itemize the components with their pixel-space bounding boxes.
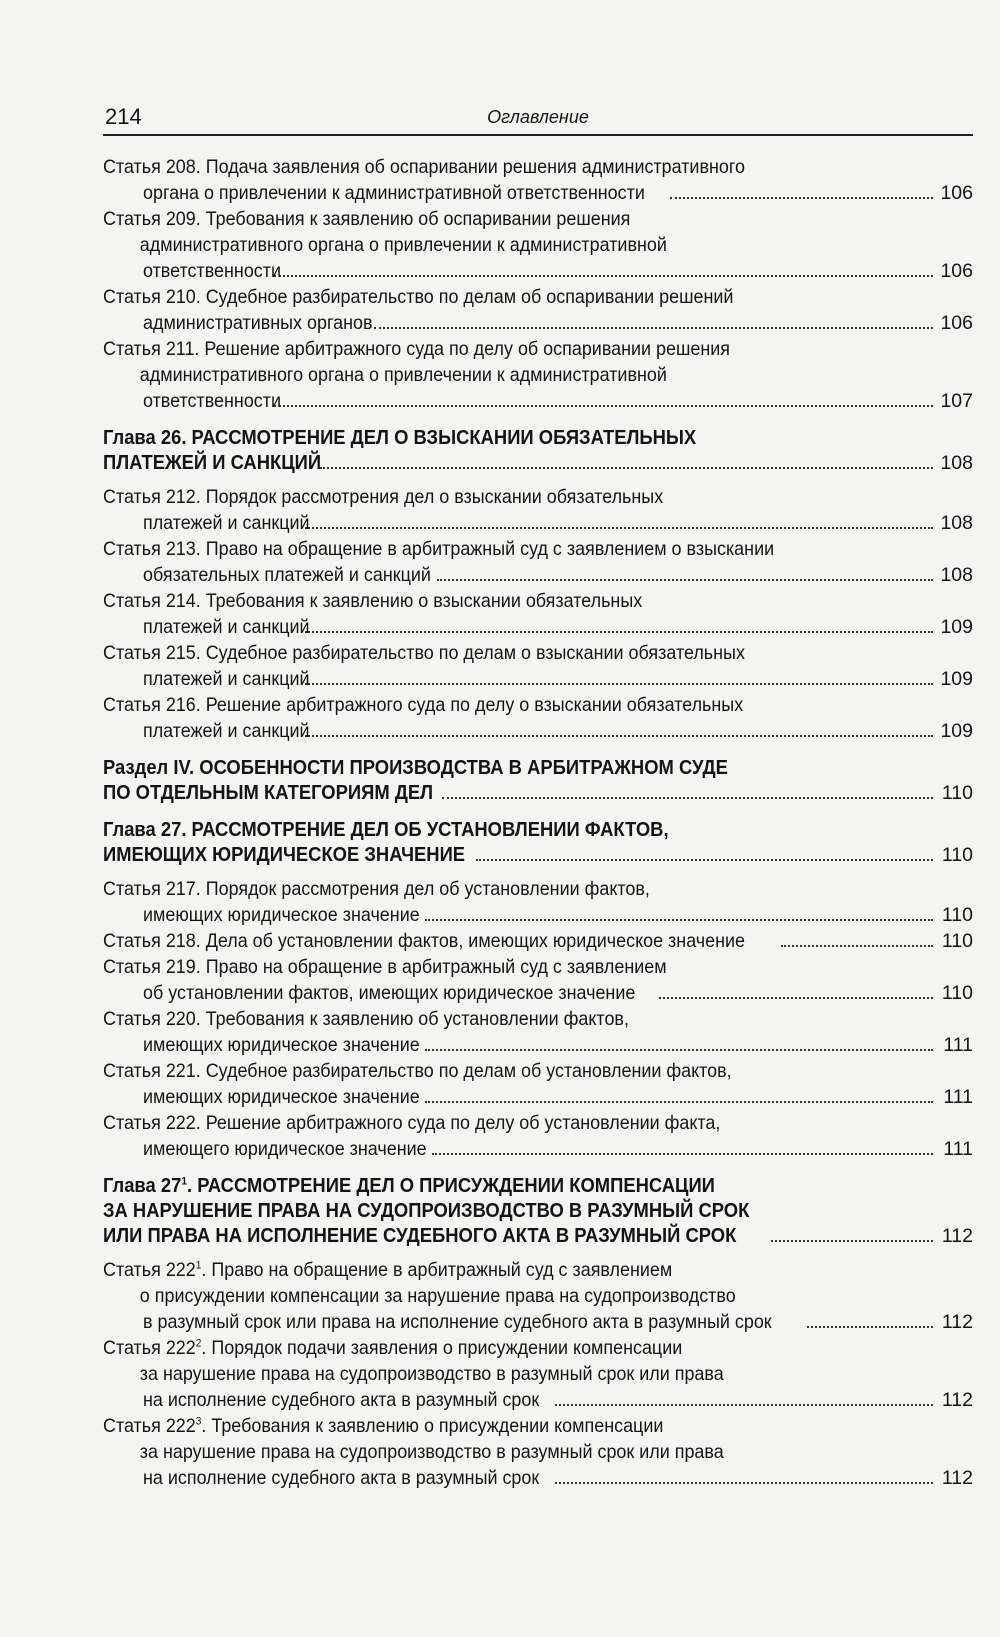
toc-page-number: 112 bbox=[941, 1311, 973, 1333]
toc-entry-text: на исполнение судебного акта в разумный срок bbox=[143, 1467, 540, 1489]
leader-dots bbox=[305, 683, 933, 685]
toc-article-entry bbox=[103, 336, 973, 414]
toc-entry-text: Статья 211. Решение арбитражного суда по делу об оспаривании решения bbox=[103, 338, 731, 360]
toc-article-entry bbox=[103, 1006, 973, 1058]
leader-dots bbox=[781, 945, 933, 947]
toc-chapter-entry bbox=[103, 426, 973, 476]
toc-page-number: 107 bbox=[940, 390, 973, 412]
toc-entry-text: Статья 215. Судебное разбирательство по делам о взыскании обязательных bbox=[103, 642, 745, 664]
toc-entry-text: Статья 214. Требования к заявлению о взыскании обязательных bbox=[103, 590, 643, 612]
toc-entry-line bbox=[103, 756, 903, 781]
toc-entry-line bbox=[103, 1309, 973, 1335]
toc-entry-text: ответственности bbox=[143, 390, 282, 412]
toc-article-entry bbox=[103, 928, 973, 954]
toc-entry-line bbox=[103, 154, 903, 180]
toc-entry-text: Статья 222. Решение арбитражного суда по делу об установлении факта, bbox=[103, 1112, 721, 1134]
superscript: 2 bbox=[195, 1337, 202, 1350]
toc-article-entry bbox=[103, 876, 973, 928]
leader-dots bbox=[670, 197, 933, 199]
toc-entry-text: Статья 208. Подача заявления об оспаривании решения административного bbox=[103, 156, 745, 178]
toc-entry-text: платежей и санкций bbox=[143, 668, 310, 690]
toc-page-number: 110 bbox=[941, 844, 973, 866]
toc-entry-line bbox=[103, 588, 903, 614]
leader-dots bbox=[425, 919, 933, 921]
toc-entry-line bbox=[103, 232, 903, 258]
toc-entry-text: платежей и санкций bbox=[143, 616, 310, 638]
toc-article-entry bbox=[103, 588, 973, 640]
leader-dots bbox=[442, 797, 933, 799]
toc-page-number: 108 bbox=[940, 452, 973, 474]
toc-article-entry bbox=[103, 206, 973, 284]
toc-entry-text: ИЛИ ПРАВА НА ИСПОЛНЕНИЕ СУДЕБНОГО АКТА В РАЗУМНЫЙ СРОК bbox=[103, 1225, 737, 1247]
toc-chapter-entry bbox=[103, 1174, 973, 1249]
toc-entry-line bbox=[103, 954, 903, 980]
toc-entry-line bbox=[103, 1413, 903, 1439]
toc-entry-text: ПО ОТДЕЛЬНЫМ КАТЕГОРИЯМ ДЕЛ bbox=[103, 782, 434, 804]
toc-entry-text: Статья 221. Судебное разбирательство по делам об установлении фактов, bbox=[103, 1060, 732, 1082]
toc-entry-line bbox=[103, 1439, 903, 1465]
toc-entry-line bbox=[103, 781, 973, 806]
toc-entry-line bbox=[103, 510, 973, 536]
toc-entry-text: в разумный срок или права на исполнение судебного акта в разумный срок bbox=[143, 1311, 772, 1333]
toc-page-number: 110 bbox=[941, 982, 973, 1004]
toc-entry-line bbox=[103, 451, 973, 476]
toc-entry-line bbox=[103, 1110, 903, 1136]
leader-dots bbox=[320, 467, 933, 469]
toc-page-number: 106 bbox=[940, 260, 973, 282]
superscript: 1 bbox=[181, 1175, 187, 1188]
toc-page-number: 111 bbox=[943, 1138, 973, 1160]
leader-dots bbox=[305, 631, 933, 633]
toc-page-number: 108 bbox=[940, 512, 973, 534]
toc-entry-line bbox=[103, 902, 973, 928]
toc-page-number: 110 bbox=[941, 930, 973, 952]
toc-entry-line bbox=[103, 666, 973, 692]
leader-dots bbox=[432, 1153, 933, 1155]
toc-page-number: 111 bbox=[943, 1086, 973, 1108]
toc-page-number: 110 bbox=[941, 904, 973, 926]
toc-entry-line bbox=[103, 1283, 903, 1309]
toc-article-entry bbox=[103, 1257, 973, 1335]
toc-entry-text: за нарушение права на судопроизводство в разумный срок или права bbox=[139, 1441, 724, 1463]
leader-dots bbox=[425, 1101, 933, 1103]
toc-article-entry bbox=[103, 954, 973, 1006]
toc-entry-line bbox=[103, 484, 903, 510]
running-title: Оглавление bbox=[487, 107, 589, 127]
toc-entry-line bbox=[103, 928, 973, 954]
leader-dots bbox=[659, 997, 933, 999]
toc-entry-text: за нарушение права на судопроизводство в разумный срок или права bbox=[139, 1363, 724, 1385]
toc-article-entry bbox=[103, 1058, 973, 1110]
leader-dots bbox=[374, 327, 933, 329]
leader-dots bbox=[425, 1049, 933, 1051]
toc-article-entry bbox=[103, 484, 973, 536]
toc-entry-text: Статья 219. Право на обращение в арбитражный суд с заявлением bbox=[103, 956, 667, 978]
toc-entry-text: Статья 210. Судебное разбирательство по делам об оспаривании решений bbox=[103, 286, 734, 308]
leader-dots bbox=[555, 1404, 933, 1406]
toc-entry-text: ответственности bbox=[143, 260, 282, 282]
toc-entry-line bbox=[103, 692, 903, 718]
toc-entry-text: административного органа о привлечении к административной bbox=[139, 234, 667, 256]
toc-article-entry bbox=[103, 154, 973, 206]
leader-dots bbox=[771, 1240, 933, 1242]
toc-chapter-entry bbox=[103, 756, 973, 806]
toc-entry-line bbox=[103, 1006, 903, 1032]
toc-page-number: 109 bbox=[940, 668, 973, 690]
toc-entry-line bbox=[103, 818, 903, 843]
toc-article-entry bbox=[103, 1110, 973, 1162]
page-header bbox=[103, 100, 973, 136]
toc-article-entry bbox=[103, 536, 973, 588]
toc-article-entry bbox=[103, 640, 973, 692]
leader-dots bbox=[437, 579, 933, 581]
table-of-contents bbox=[103, 100, 973, 1491]
leader-dots bbox=[555, 1482, 933, 1484]
toc-entry-text: Статья $222^2$. Порядок подачи заявления о присуждении компенсации bbox=[103, 1337, 683, 1359]
toc-entry-line bbox=[103, 718, 973, 744]
leader-dots bbox=[807, 1326, 933, 1328]
toc-entry-text: Статья 213. Право на обращение в арбитражный суд с заявлением о взыскании bbox=[103, 538, 775, 560]
toc-entry-text: Глава 26. РАССМОТРЕНИЕ ДЕЛ О ВЗЫСКАНИИ ОБЯЗАТЕЛЬНЫХ bbox=[103, 427, 697, 449]
toc-entry-line bbox=[103, 284, 903, 310]
toc-entry-text: обязательных платежей и санкций bbox=[143, 564, 431, 586]
toc-entry-line bbox=[103, 640, 903, 666]
toc-page-number: 110 bbox=[941, 782, 973, 804]
toc-entry-line bbox=[103, 1136, 973, 1162]
toc-entry-text: Статья 218. Дела об установлении фактов, имеющих юридическое значение bbox=[103, 930, 746, 952]
toc-entry-text: Статья 212. Порядок рассмотрения дел о взыскании обязательных bbox=[103, 486, 664, 508]
superscript: 1 bbox=[195, 1259, 202, 1272]
toc-entry-text: Статья 209. Требования к заявлению об оспаривании решения bbox=[103, 208, 631, 230]
toc-entry-text: на исполнение судебного акта в разумный срок bbox=[143, 1389, 540, 1411]
toc-article-entry bbox=[103, 692, 973, 744]
toc-entry-text: ЗА НАРУШЕНИЕ ПРАВА НА СУДОПРОИЗВОДСТВО В РАЗУМНЫЙ СРОК bbox=[103, 1200, 750, 1222]
toc-entry-text: платежей и санкций bbox=[143, 720, 310, 742]
toc-entry-line bbox=[103, 388, 973, 414]
toc-entry-text: о присуждении компенсации за нарушение права на судопроизводство bbox=[139, 1285, 736, 1307]
toc-entry-text: Статья $222^3$. Требования к заявлению о присуждении компенсации bbox=[103, 1415, 664, 1437]
toc-page-number: 112 bbox=[941, 1467, 973, 1489]
toc-entry-line bbox=[103, 876, 903, 902]
toc-entry-text: имеющего юридическое значение bbox=[143, 1138, 427, 1160]
toc-page-number: 109 bbox=[940, 616, 973, 638]
toc-entry-text: ИМЕЮЩИХ ЮРИДИЧЕСКОЕ ЗНАЧЕНИЕ bbox=[103, 844, 466, 866]
toc-entry-text: органа о привлечении к административной ответственности bbox=[143, 182, 645, 204]
toc-entry-line bbox=[103, 1361, 903, 1387]
toc-entry-line bbox=[103, 1174, 903, 1199]
toc-entry-line bbox=[103, 980, 973, 1006]
toc-entry-line bbox=[103, 1224, 973, 1249]
toc-chapter-entry bbox=[103, 818, 973, 868]
leader-dots bbox=[274, 405, 933, 407]
toc-entry-line bbox=[103, 310, 973, 336]
toc-entry-line bbox=[103, 1199, 903, 1224]
toc-page-number: 112 bbox=[941, 1225, 973, 1247]
toc-entry-line bbox=[103, 1465, 973, 1491]
toc-entry-text: Статья $222^1$. Право на обращение в арбитражный суд с заявлением bbox=[103, 1259, 673, 1281]
toc-entry-line bbox=[103, 362, 903, 388]
toc-entry-line bbox=[103, 562, 973, 588]
toc-entry-line bbox=[103, 1032, 973, 1058]
toc-entry-line bbox=[103, 843, 973, 868]
toc-entry-text: об установлении фактов, имеющих юридическое значение bbox=[143, 982, 636, 1004]
toc-entry-text: административных органов bbox=[143, 312, 373, 334]
toc-entry-line bbox=[103, 336, 903, 362]
toc-entry-text: имеющих юридическое значение bbox=[143, 904, 420, 926]
toc-entry-text: Статья 217. Порядок рассмотрения дел об установлении фактов, bbox=[103, 878, 650, 900]
leader-dots bbox=[305, 527, 933, 529]
leader-dots bbox=[305, 735, 933, 737]
toc-article-entry bbox=[103, 1413, 973, 1491]
toc-entry-text: Глава 27. РАССМОТРЕНИЕ ДЕЛ ОБ УСТАНОВЛЕНИИ ФАКТОВ, bbox=[103, 819, 669, 841]
toc-entry-line bbox=[103, 1084, 973, 1110]
toc-entry-text: имеющих юридическое значение bbox=[143, 1034, 420, 1056]
page-number: 214 bbox=[105, 104, 142, 129]
toc-entry-line bbox=[103, 1257, 903, 1283]
toc-entry-text: Статья 220. Требования к заявлению об установлении фактов, bbox=[103, 1008, 629, 1030]
toc-entry-line bbox=[103, 536, 903, 562]
toc-entry-text: Статья 216. Решение арбитражного суда по делу о взыскании обязательных bbox=[103, 694, 744, 716]
toc-entry-text: платежей и санкций bbox=[143, 512, 310, 534]
toc-entry-line bbox=[103, 206, 903, 232]
toc-entry-line bbox=[103, 1387, 973, 1413]
toc-entries bbox=[103, 154, 973, 1491]
leader-dots bbox=[476, 859, 933, 861]
toc-page-number: 108 bbox=[940, 564, 973, 586]
toc-entry-text: административного органа о привлечении к административной bbox=[139, 364, 667, 386]
toc-entry-line bbox=[103, 1058, 903, 1084]
toc-entry-text: Глава $27^1$. РАССМОТРЕНИЕ ДЕЛ О ПРИСУЖДЕНИИ КОМПЕНСАЦИИ bbox=[103, 1175, 715, 1197]
toc-entry-line bbox=[103, 614, 973, 640]
toc-page-number: 106 bbox=[940, 312, 973, 334]
toc-page-number: 106 bbox=[940, 182, 973, 204]
toc-entry-text: ПЛАТЕЖЕЙ И САНКЦИЙ bbox=[103, 452, 322, 474]
toc-entry-text: Раздел IV. ОСОБЕННОСТИ ПРОИЗВОДСТВА В АРБИТРАЖНОМ СУДЕ bbox=[103, 757, 728, 779]
superscript: 3 bbox=[195, 1415, 202, 1428]
toc-entry-line bbox=[103, 426, 903, 451]
toc-entry-text: имеющих юридическое значение bbox=[143, 1086, 420, 1108]
toc-entry-line bbox=[103, 180, 973, 206]
toc-page-number: 109 bbox=[940, 720, 973, 742]
toc-article-entry bbox=[103, 284, 973, 336]
toc-page-number: 112 bbox=[941, 1389, 973, 1411]
leader-dots bbox=[274, 275, 933, 277]
toc-page-number: 111 bbox=[943, 1034, 973, 1056]
toc-article-entry bbox=[103, 1335, 973, 1413]
toc-entry-line bbox=[103, 258, 973, 284]
toc-entry-line bbox=[103, 1335, 903, 1361]
